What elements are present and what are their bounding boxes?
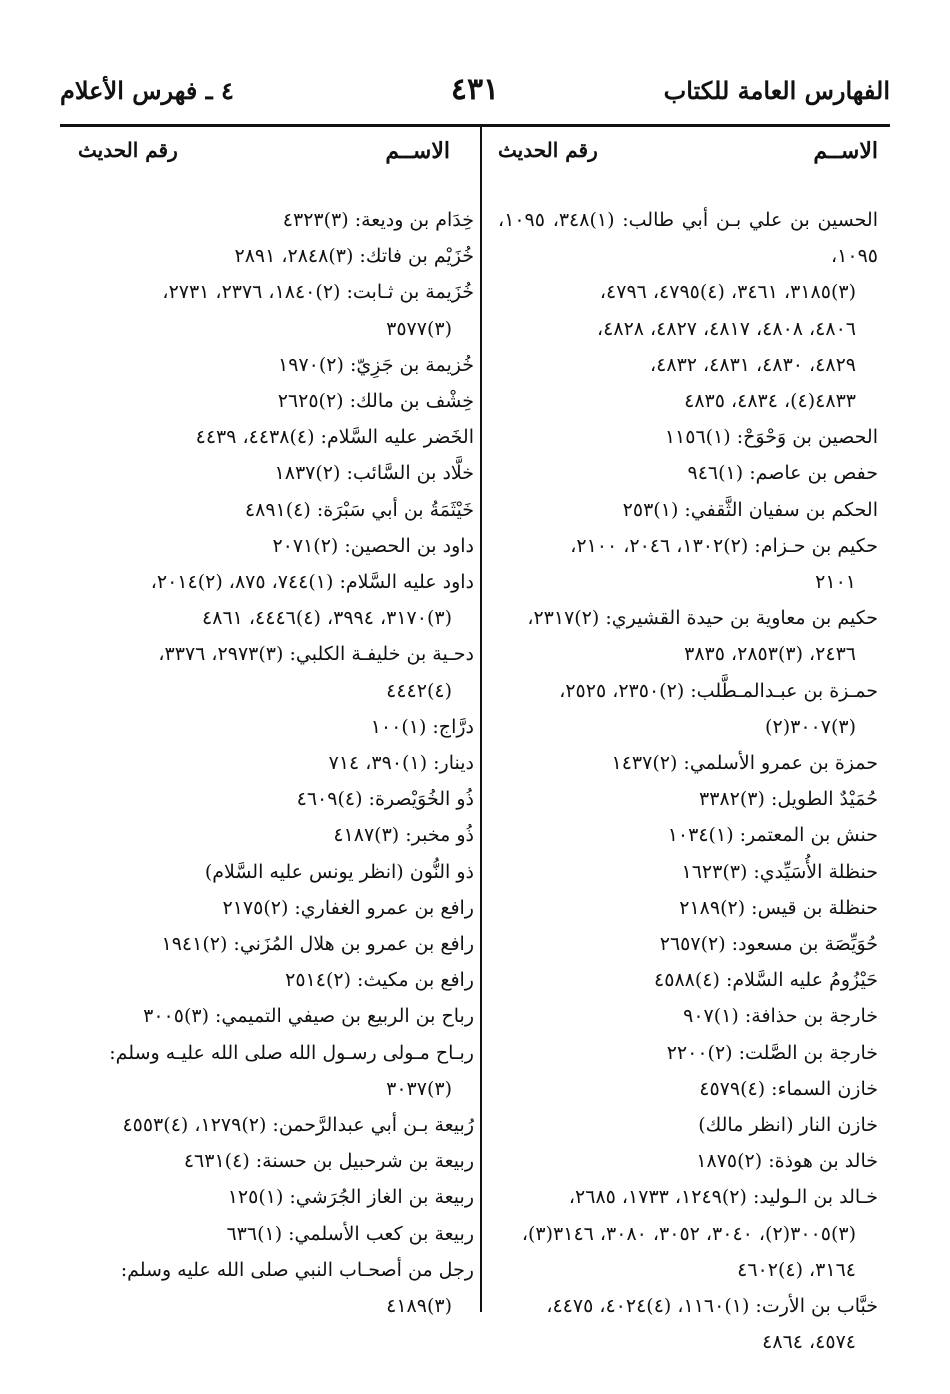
name-column-label: الاســم xyxy=(813,138,878,164)
index-entry: خارجة بن الصَّلت: (٢)٢٢٠٠ xyxy=(666,1041,878,1064)
index-entry-continuation: (٣)٣١٧٠، ٣٩٩٤، (٤)٤٤٤٦، ٤٨٦١ xyxy=(202,607,452,630)
page-header xyxy=(60,72,890,122)
hadith-number-column-label: رقم الحديث xyxy=(498,138,598,162)
index-entry: حَيْزُومُ عليه السَّلام: (٤)٤٥٨٨ xyxy=(654,969,878,992)
index-entry: حنظلة الأُسَيِّدي: (٣)١٦٢٣ xyxy=(681,860,878,883)
index-entry: خالد بن هوذة: (٢)١٨٧٥ xyxy=(696,1150,878,1173)
index-entry: حفص بن عاصم: (١)٩٤٦ xyxy=(687,462,878,485)
index-entry: خبَّاب بن الأرت: (١)١١٦٠، (٤)٤٠٢٤، ٤٤٧٥، xyxy=(546,1295,878,1318)
page-number: ٤٣١ xyxy=(450,72,500,107)
index-entry: ربيعة بن كعب الأسلمي: (١)٦٣٦ xyxy=(226,1222,474,1245)
running-title-right: الفهارس العامة للكتاب xyxy=(663,76,890,105)
index-entry: حكيم بن معاوية بن حيدة القشيري: (٢)٢٣١٧، xyxy=(527,607,878,630)
index-entry: خُزَيمة بن ثـابت: (٢)١٨٤٠، ٢٣٧٦، ٢٧٣١، xyxy=(162,281,474,304)
index-entry: رجل من أصحـاب النبي صلى الله عليه وسلم: xyxy=(120,1258,474,1281)
index-entry: خَيْثَمَةُ بن أبي سَبْرَة: (٤)٤٨٩١ xyxy=(244,498,474,521)
index-entry-continuation: ٢٤٣٦، (٣)٢٨٥٣، ٣٨٣٥ xyxy=(684,643,856,666)
index-entry: خُزيمة بن جَزِيّ: (٢)١٩٧٠ xyxy=(278,353,474,376)
index-entry: خِدَام بن وديعة: (٣)٤٣٢٣ xyxy=(282,209,474,231)
index-entry: الحكم بن سفيان الثَّقفي: (١)٢٥٣ xyxy=(622,498,878,521)
index-entry-continuation: (٣)٣٠٠٧(٢) xyxy=(765,715,856,738)
index-entry: حكيم بن حـزام: (٢)١٣٠٢، ٢٠٤٦، ٢١٠٠، xyxy=(570,534,878,557)
index-column-left xyxy=(78,202,474,1324)
index-entry-continuation: (٣)٣٠٠٥(٢)، ٣٠٤٠، ٣٠٥٢، ٣٠٨٠، ٣١٤٦(٣)، xyxy=(521,1222,856,1245)
index-entry: رُبيعة بـن أبي عبدالرَّحمن: (٢)١٢٧٩، (٤)٤٥٥٣ xyxy=(122,1114,474,1137)
index-entry-continuation: (٣)٣١٨٥، ٣٤٦١، (٤)٤٧٩٥، ٤٧٩٦، xyxy=(599,281,856,304)
index-entry: خِشْف بن مالك: (٢)٢٦٢٥ xyxy=(277,390,474,413)
index-entry-continuation: ٤٨٠٦، ٤٨٠٨، ٤٨١٧، ٤٨٢٧، ٤٨٢٨، xyxy=(597,317,856,340)
index-entry: حمزة بن عمرو الأسلمي: (٢)١٤٣٧ xyxy=(611,752,878,775)
index-entry-continuation: (٣)٣٠٣٧ xyxy=(386,1077,452,1100)
index-entry: رافع بن مكيث: (٢)٢٥١٤ xyxy=(285,969,474,992)
index-entry-continuation: ٤٨٣٣(٤)، ٤٨٣٤، ٤٨٣٥ xyxy=(684,390,856,413)
index-entry: خارجة بن حذافة: (١)٩٠٧ xyxy=(683,1005,878,1028)
index-entry: الحسين بن علي بـن أبي طالب: (١)٣٤٨، ١٠٩٥، ١٠٩٥، xyxy=(498,209,879,268)
index-entry: خـالد بن الـوليد: (٢)١٢٤٩، ١٧٣٣، ٢٦٨٥، xyxy=(568,1186,878,1209)
index-entry: الحصين بن وَحْوَحْ: (١)١١٥٦ xyxy=(664,426,878,449)
column-divider xyxy=(480,126,482,1312)
header-rule xyxy=(60,124,890,127)
index-entry: حنش بن المعتمر: (١)١٠٣٤ xyxy=(667,824,878,847)
left-column-header xyxy=(78,138,450,178)
index-column-right xyxy=(498,202,878,1361)
index-entry: ربيعة بن الغاز الجُرَشي: (١)١٢٥ xyxy=(227,1186,474,1209)
index-entry-continuation: ٤٥٧٤، ٤٨٦٤ xyxy=(762,1331,856,1354)
index-entry: خازن السماء: (٤)٤٥٧٩ xyxy=(699,1077,878,1100)
name-column-label: الاســم xyxy=(385,138,450,164)
index-entry: خلَّاد بن السَّائب: (٢)١٨٣٧ xyxy=(274,462,474,485)
hadith-number-column-label: رقم الحديث xyxy=(78,138,178,162)
index-entry: ذو النُّون (انظر يونس عليه السَّلام) xyxy=(204,860,474,883)
index-entry: درَّاج: (١)١٠٠ xyxy=(370,715,474,738)
index-entry: رباح بن الربيع بن صيفي التميمي: (٣)٣٠٠٥ xyxy=(143,1005,474,1028)
index-entry: ذُو مخبر: (٣)٤١٨٧ xyxy=(333,824,474,847)
index-entry: داود عليه السَّلام: (١)٧٤٤، ٨٧٥، (٢)٢٠١٤، xyxy=(150,571,474,594)
index-entry: حمـزة بن عبـدالمـطَّلب: (٢)٢٣٥٠، ٢٥٢٥، xyxy=(559,679,878,702)
index-entry: خازن النار (انظر مالك) xyxy=(698,1114,878,1137)
index-entry-continuation: (٣)٤١٨٩ xyxy=(386,1295,452,1318)
index-entry: ذُو الخُوَيْصرة: (٤)٤٦٠٩ xyxy=(296,788,474,811)
index-entry: دحـية بن خليفـة الكلبي: (٣)٢٩٧٣، ٣٣٧٦، xyxy=(158,643,474,666)
index-entry-continuation: ٣١٦٤، (٤)٤٦٠٢ xyxy=(737,1258,856,1281)
index-entry: رافع بن عمرو الغفاري: (٢)٢١٧٥ xyxy=(222,896,474,919)
index-entry: ربيعة بن شرحبيل بن حسنة: (٤)٤٦٣١ xyxy=(183,1150,474,1173)
index-entry: رافع بن عمرو بن هلال المُزَني: (٢)١٩٤١ xyxy=(161,933,474,956)
index-entry-continuation: ٤٨٢٩، ٤٨٣٠، ٤٨٣١، ٤٨٣٢، xyxy=(650,353,856,376)
index-entry-continuation: (٤)٤٤٤٢ xyxy=(386,679,452,702)
running-title-left: ٤ ـ فهرس الأعلام xyxy=(60,76,234,105)
index-entry: داود بن الحصين: (٢)٢٠٧١ xyxy=(272,534,474,557)
index-entry: الخَضر عليه السَّلام: (٤)٤٤٣٨، ٤٤٣٩ xyxy=(195,426,474,449)
index-entry: حُمَيْدٌ الطويل: (٣)٣٣٨٢ xyxy=(699,788,878,811)
index-entry-continuation: ٢١٠١ xyxy=(815,571,856,594)
index-entry: خُزَيْم بن فاتك: (٣)٢٨٤٨، ٢٨٩١ xyxy=(234,245,474,268)
index-entry: حُوَيِّصَة بن مسعود: (٢)٢٦٥٧ xyxy=(659,933,878,956)
right-column-header xyxy=(498,138,878,178)
index-entry-continuation: (٣)٣٥٧٧ xyxy=(386,317,452,340)
index-entry: ربـاح مـولى رسـول الله صلى الله عليـه وسلم: xyxy=(109,1041,474,1064)
index-entry: دينار: (١)٣٩٠، ٧١٤ xyxy=(328,752,474,775)
index-entry: حنظلة بن قيس: (٢)٢١٨٩ xyxy=(679,896,878,919)
